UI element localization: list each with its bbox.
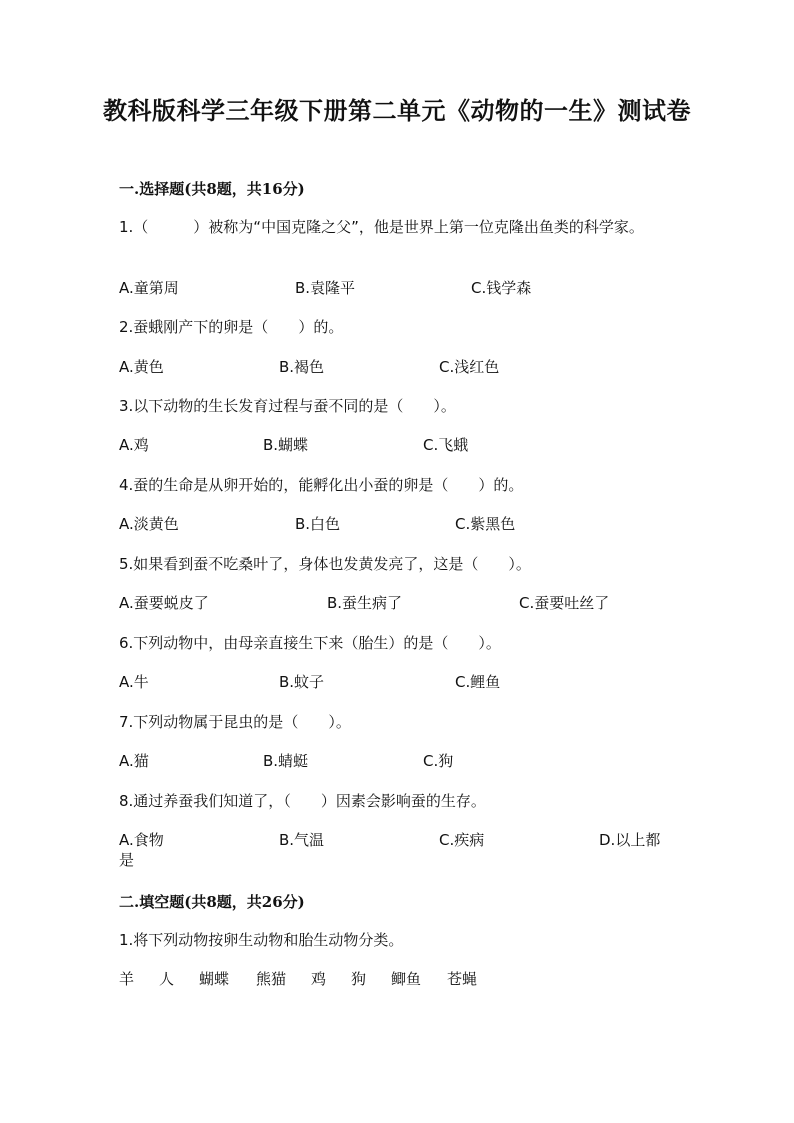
option-b: B.蝴蝶 bbox=[263, 436, 309, 454]
option-a: A.童第周 bbox=[119, 279, 179, 297]
animal-item: 鸡 bbox=[311, 970, 327, 988]
option-b: B.白色 bbox=[295, 515, 341, 533]
exam-title: 教科版科学三年级下册第二单元《动物的一生》测试卷 bbox=[103, 96, 691, 125]
animal-item: 蝴蝶 bbox=[199, 970, 230, 988]
question-2: 2.蚕蛾刚产下的卵是（ ）的。 bbox=[119, 318, 344, 336]
question-3: 3.以下动物的生长发育过程与蚕不同的是（ ）。 bbox=[119, 397, 456, 415]
question-1: 1.（ ）被称为“中国克隆之父”，他是世界上第一位克隆出鱼类的科学家。 bbox=[119, 218, 644, 236]
animal-item: 人 bbox=[159, 970, 175, 988]
question-5: 5.如果看到蚕不吃桑叶了，身体也发黄发亮了，这是（ ）。 bbox=[119, 555, 531, 573]
option-a: A.猫 bbox=[119, 752, 149, 770]
option-a: A.鸡 bbox=[119, 436, 149, 454]
option-b: B.蚊子 bbox=[279, 673, 325, 691]
animal-item: 苍蝇 bbox=[447, 970, 478, 988]
question-4: 4.蚕的生命是从卵开始的，能孵化出小蚕的卵是（ ）的。 bbox=[119, 476, 524, 494]
question-8-option-d-cont bbox=[119, 850, 679, 890]
question-6-options bbox=[119, 672, 679, 712]
animal-item: 羊 bbox=[119, 970, 135, 988]
option-c: C.钱学森 bbox=[471, 279, 532, 297]
option-c: C.飞蛾 bbox=[423, 436, 469, 454]
option-d-line-2: 是 bbox=[119, 851, 135, 869]
section-heading-choice: 一.选择题(共8题，共16分) bbox=[119, 180, 305, 198]
option-c: C.浅红色 bbox=[439, 358, 500, 376]
option-a: A.牛 bbox=[119, 673, 149, 691]
question-4-options bbox=[119, 514, 679, 554]
option-d-line-1: D.以上都 bbox=[599, 831, 661, 849]
question-7-options bbox=[119, 751, 679, 791]
question-2-options bbox=[119, 357, 679, 397]
option-b: B.袁隆平 bbox=[295, 279, 356, 297]
option-b: B.蚕生病了 bbox=[327, 594, 403, 612]
option-a: A.淡黄色 bbox=[119, 515, 179, 533]
question-1-options bbox=[119, 278, 679, 318]
animal-item: 鲫鱼 bbox=[391, 970, 422, 988]
question-8: 8.通过养蚕我们知道了，（ ）因素会影响蚕的生存。 bbox=[119, 792, 486, 810]
animal-item: 狗 bbox=[351, 970, 367, 988]
section-heading-fill: 二.填空题(共8题，共26分) bbox=[119, 893, 305, 911]
question-5-options bbox=[119, 593, 679, 633]
option-b: B.褐色 bbox=[279, 358, 325, 376]
option-a: A.食物 bbox=[119, 831, 164, 849]
option-a: A.黄色 bbox=[119, 358, 164, 376]
question-3-options bbox=[119, 435, 679, 475]
option-b: B.蜻蜓 bbox=[263, 752, 309, 770]
question-6: 6.下列动物中，由母亲直接生下来（胎生）的是（ ）。 bbox=[119, 634, 501, 652]
option-c: C.狗 bbox=[423, 752, 454, 770]
option-b: B.气温 bbox=[279, 831, 325, 849]
option-c: C.疾病 bbox=[439, 831, 485, 849]
question-7: 7.下列动物属于昆虫的是（ ）。 bbox=[119, 713, 351, 731]
option-c: C.蚕要吐丝了 bbox=[519, 594, 610, 612]
option-c: C.鲤鱼 bbox=[455, 673, 501, 691]
animal-item: 熊猫 bbox=[256, 970, 287, 988]
option-a: A.蚕要蜕皮了 bbox=[119, 594, 209, 612]
fill-question-1: 1.将下列动物按卵生动物和胎生动物分类。 bbox=[119, 931, 404, 949]
option-c: C.紫黑色 bbox=[455, 515, 516, 533]
